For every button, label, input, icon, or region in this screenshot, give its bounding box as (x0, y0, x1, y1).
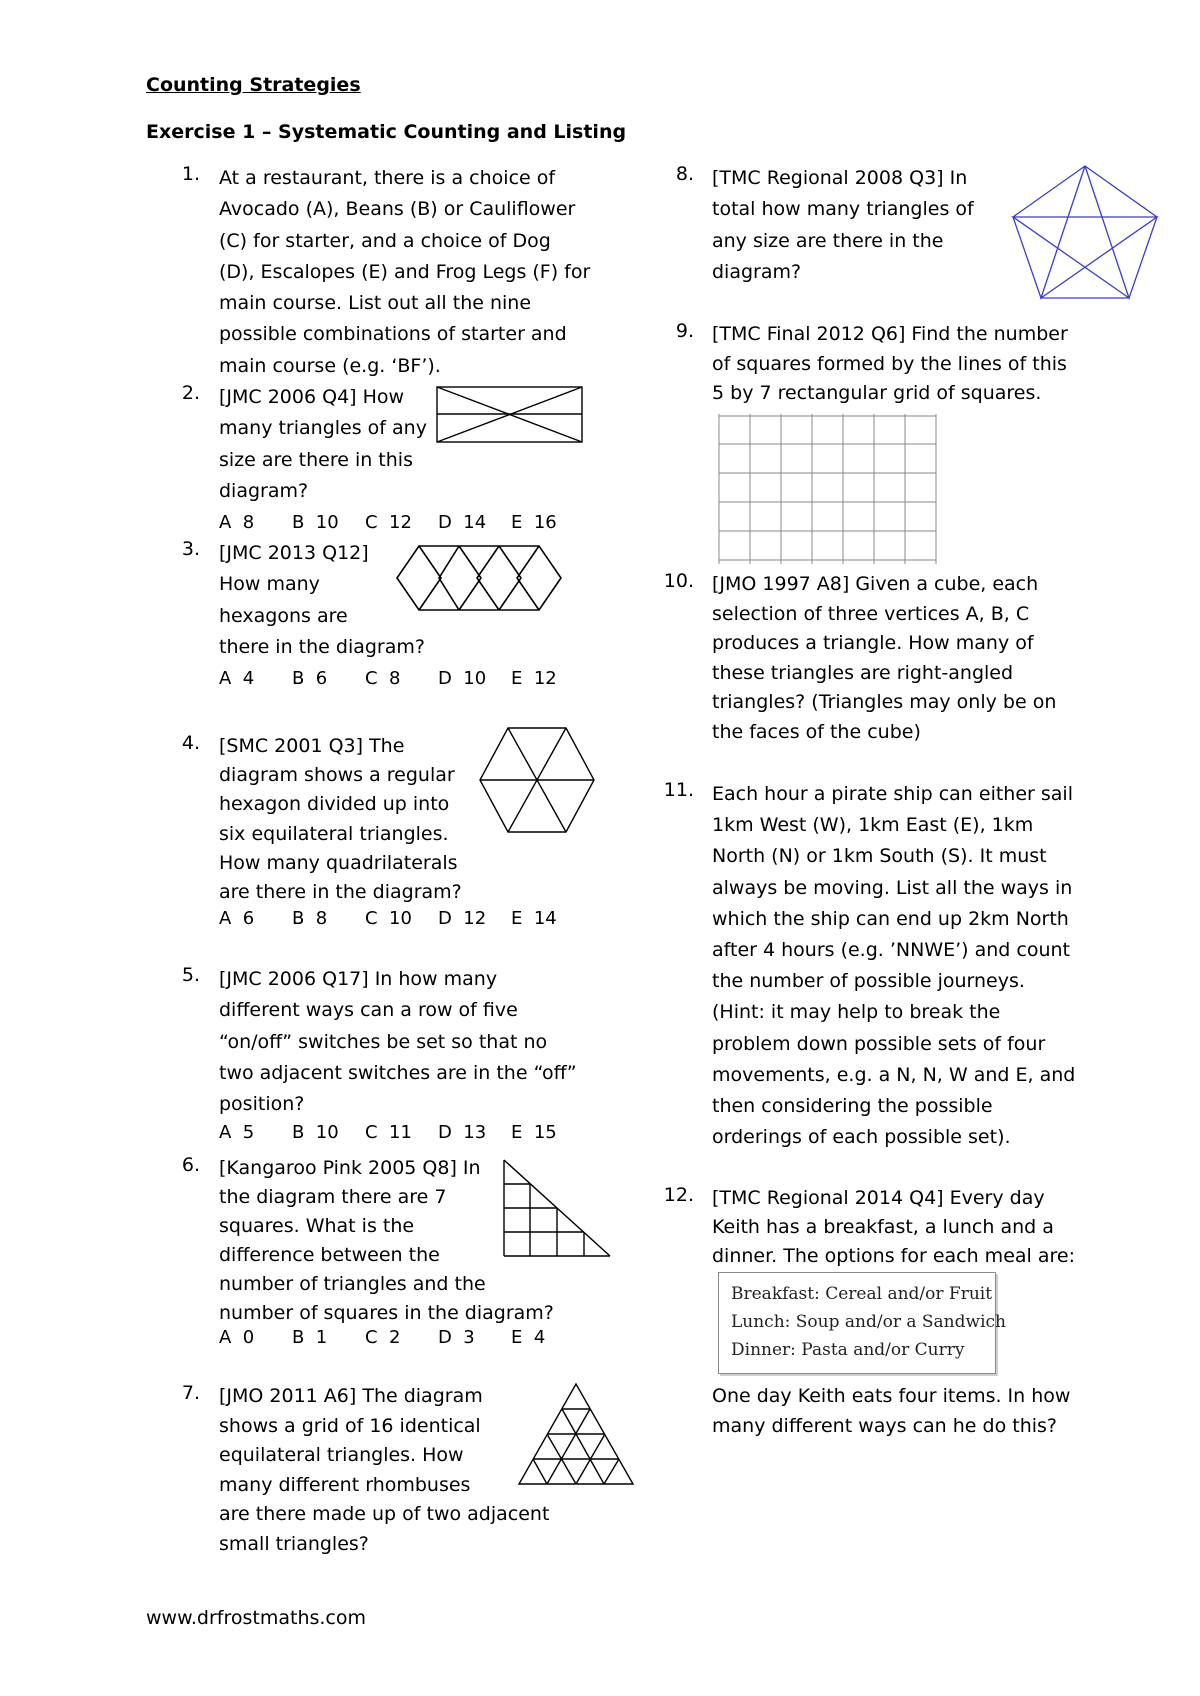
question-3-text (219, 538, 425, 663)
meal-option-breakfast: Breakfast: Cereal and/or Fruit (731, 1284, 993, 1304)
question-line: these triangles are right-angled (712, 661, 1014, 684)
answer-option: A 4 (219, 668, 255, 689)
question-line: [TMC Regional 2014 Q4] Every day (712, 1187, 1045, 1209)
question-line: (Hint: it may help to break the (712, 1001, 1001, 1024)
question-line: [TMC Final 2012 Q6] Find the number (712, 323, 1068, 345)
question-number: 11. (663, 779, 694, 801)
answer-option: E 15 (511, 1122, 557, 1143)
answer-options (219, 1327, 584, 1348)
question-5-text (219, 964, 577, 1120)
question-line: total how many triangles of (712, 198, 974, 221)
question-line: [JMC 2013 Q12] (219, 542, 369, 564)
answer-options (219, 1122, 584, 1143)
question-line: position? (219, 1093, 305, 1116)
exercise-heading: Exercise 1 – Systematic Counting and Listing (146, 121, 627, 143)
question-line: many different rhombuses (219, 1473, 471, 1496)
question-number: 12. (663, 1184, 694, 1206)
question-4-text (219, 732, 462, 907)
question-number: 10. (663, 570, 694, 592)
answer-option: C 8 (365, 668, 401, 689)
answer-options (219, 512, 584, 533)
answer-option: D 13 (438, 1122, 487, 1143)
question-line: [JMC 2006 Q4] How (219, 386, 405, 408)
answer-option: E 16 (511, 512, 557, 533)
question-line: two adjacent switches are in the “off” (219, 1061, 577, 1084)
question-line: there in the diagram? (219, 635, 425, 658)
question-12-text (712, 1184, 1075, 1271)
question-line: equilateral triangles. How (219, 1444, 464, 1466)
meal-option-lunch: Lunch: Soup and/or a Sandwich (731, 1312, 1006, 1332)
answer-option: E 4 (511, 1327, 546, 1348)
question-line: different ways can a row of five (219, 999, 518, 1022)
question-line: dinner. The options for each meal are: (712, 1245, 1075, 1267)
answer-option: B 8 (292, 908, 328, 929)
question-line: [JMC 2006 Q17] In how many (219, 968, 498, 990)
question-line: the faces of the cube) (712, 720, 921, 743)
question-line: How many (219, 573, 320, 596)
hexagon-chain-diagram (396, 544, 562, 612)
question-number: 1. (181, 163, 200, 185)
answer-option: C 2 (365, 1327, 401, 1348)
question-line: many different ways can he do this? (712, 1414, 1057, 1437)
question-line: are there made up of two adjacent (219, 1503, 550, 1525)
question-line: orderings of each possible set). (712, 1126, 1011, 1149)
question-line: main course. List out all the nine (219, 292, 532, 315)
answer-option: C 11 (365, 1122, 412, 1143)
question-11-text (712, 779, 1075, 1153)
rectangle-diagonals-diagram (436, 386, 583, 444)
answer-option: E 14 (511, 908, 557, 929)
question-line: the diagram there are 7 (219, 1186, 447, 1208)
question-line: produces a triangle. How many of (712, 632, 1034, 654)
question-2-text (219, 382, 427, 507)
answer-option: D 12 (438, 908, 487, 929)
question-line: any size are there in the (712, 229, 944, 252)
answer-option: A 5 (219, 1122, 255, 1143)
question-line: are there in the diagram? (219, 881, 462, 904)
answer-option: D 3 (438, 1327, 475, 1348)
question-line: diagram? (712, 260, 802, 283)
footer-url: www.drfrostmaths.com (146, 1607, 367, 1629)
question-line: diagram? (219, 479, 309, 502)
question-line: [JMO 1997 A8] Given a cube, each (712, 573, 1039, 595)
question-line: At a restaurant, there is a choice of (219, 167, 556, 189)
question-line: of squares formed by the lines of this (712, 352, 1067, 375)
question-line: selection of three vertices A, B, C (712, 602, 1030, 625)
question-7-text (219, 1382, 549, 1559)
question-number: 8. (675, 163, 694, 185)
question-line: Avocado (A), Beans (B) or Cauliflower (219, 198, 576, 221)
answer-option: C 10 (365, 908, 412, 929)
question-line: [SMC 2001 Q3] The (219, 735, 405, 757)
pentagram-diagram (1012, 164, 1158, 300)
question-number: 9. (675, 320, 694, 342)
meal-option-dinner: Dinner: Pasta and/or Curry (731, 1340, 965, 1360)
question-line: possible combinations of starter and (219, 323, 567, 346)
question-line: North (N) or 1km South (S). It must (712, 845, 1047, 868)
question-line: which the ship can end up 2km North (712, 907, 1069, 930)
question-1-text (219, 163, 590, 382)
answer-option: A 8 (219, 512, 255, 533)
answer-options (219, 668, 584, 689)
page-title: Counting Strategies (146, 74, 361, 96)
question-line: six equilateral triangles. (219, 822, 449, 845)
answer-options (219, 908, 584, 929)
answer-option: A 6 (219, 908, 255, 929)
question-line: One day Keith eats four items. In how (712, 1385, 1071, 1407)
question-number: 3. (181, 538, 200, 560)
question-number: 6. (181, 1154, 200, 1176)
question-line: movements, e.g. a N, N, W and E, and (712, 1063, 1076, 1086)
answer-option: B 6 (292, 668, 328, 689)
answer-option: B 10 (292, 512, 339, 533)
question-line: [Kangaroo Pink 2005 Q8] In (219, 1157, 481, 1179)
question-10-text (712, 570, 1056, 747)
question-line: the number of possible journeys. (712, 970, 1025, 993)
question-line: small triangles? (219, 1532, 369, 1555)
question-line: How many quadrilaterals (219, 851, 458, 874)
question-line: [TMC Regional 2008 Q3] In (712, 167, 968, 189)
question-line: diagram shows a regular (219, 764, 455, 787)
question-line: number of squares in the diagram? (219, 1302, 554, 1324)
answer-option: D 10 (438, 668, 487, 689)
question-number: 5. (181, 964, 200, 986)
answer-option: D 14 (438, 512, 487, 533)
hexagon-triangles-diagram (479, 726, 595, 836)
answer-option: A 0 (219, 1327, 255, 1348)
question-line: difference between the (219, 1244, 440, 1266)
question-line: Keith has a breakfast, a lunch and a (712, 1216, 1054, 1238)
question-line: Each hour a pirate ship can either sail (712, 783, 1073, 805)
question-line: number of triangles and the (219, 1273, 486, 1295)
question-line: then considering the possible (712, 1095, 993, 1118)
answer-option: C 12 (365, 512, 412, 533)
answer-option: B 10 (292, 1122, 339, 1143)
question-number: 7. (181, 1382, 200, 1404)
staircase-squares-diagram (500, 1158, 614, 1258)
rectangular-grid-diagram (718, 414, 938, 566)
question-line: (C) for starter, and a choice of Dog (219, 229, 551, 252)
question-line: shows a grid of 16 identical (219, 1414, 481, 1437)
question-9-text (712, 320, 1068, 409)
question-line: (D), Escalopes (E) and Frog Legs (F) for (219, 260, 591, 283)
question-12-followup (712, 1382, 1070, 1441)
question-number: 4. (181, 732, 200, 754)
question-line: always be moving. List all the ways in (712, 876, 1073, 899)
triangle-grid-diagram (518, 1382, 634, 1486)
question-8-text (712, 163, 974, 288)
question-line: many triangles of any (219, 417, 427, 440)
question-line: hexagon divided up into (219, 793, 450, 816)
question-line: 5 by 7 rectangular grid of squares. (712, 382, 1042, 404)
question-line: “on/off” switches be set so that no (219, 1030, 548, 1053)
question-line: 1km West (W), 1km East (E), 1km (712, 814, 1034, 837)
meal-options-box (718, 1272, 1006, 1374)
question-line: squares. What is the (219, 1215, 415, 1237)
question-line: main course (e.g. ‘BF’). (219, 354, 441, 377)
question-line: [JMO 2011 A6] The diagram (219, 1385, 483, 1407)
question-line: after 4 hours (e.g. ’NNWE’) and count (712, 939, 1070, 962)
question-line: triangles? (Triangles may only be on (712, 691, 1057, 713)
question-line: problem down possible sets of four (712, 1032, 1046, 1055)
question-line: size are there in this (219, 448, 413, 471)
question-line: hexagons are (219, 604, 348, 627)
question-number: 2. (181, 382, 200, 404)
answer-option: E 12 (511, 668, 557, 689)
answer-option: B 1 (292, 1327, 328, 1348)
